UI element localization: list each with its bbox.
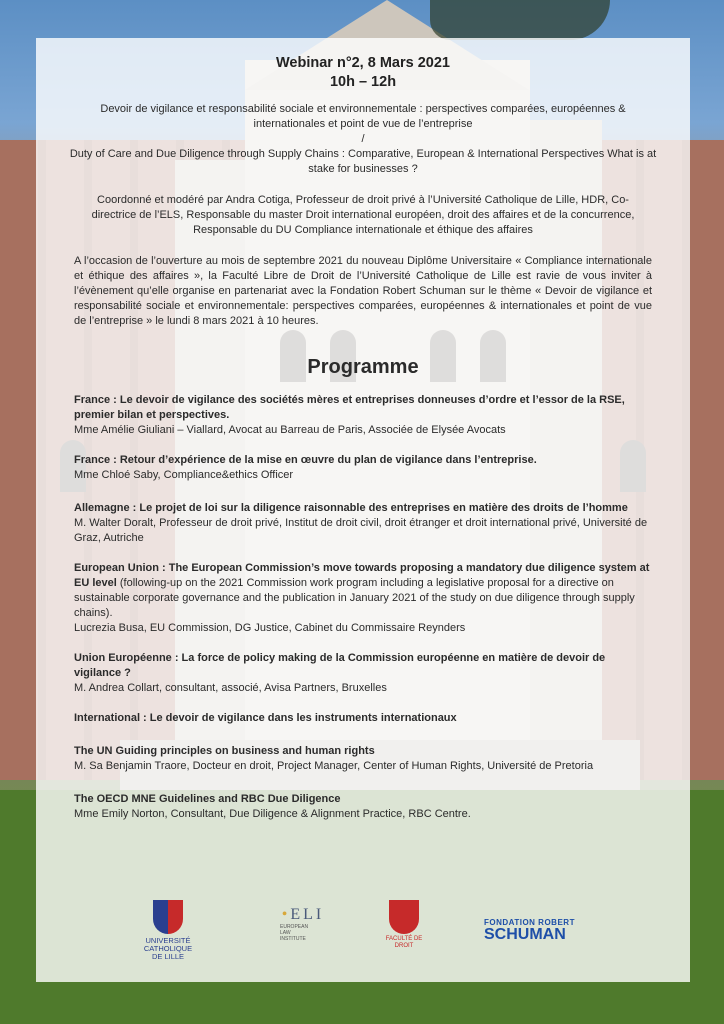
programme-item-heading: European Union : The European Commission’s move towards proposing a mandatory due diligence system at EU level: [74, 562, 650, 589]
ucl-shield-icon: [153, 900, 183, 934]
event-header: [36, 54, 690, 92]
programme-item-speaker: M. Walter Doralt, Professeur de droit privé, Institut de droit civil, droit étranger et droit international privé, Université de Graz, Autriche: [74, 517, 648, 544]
programme-item: [36, 561, 690, 636]
programme-item: [36, 711, 690, 726]
partner-logos: [36, 900, 690, 970]
faculte-droit-logo: [384, 900, 424, 950]
logo-line: EUROPEAN: [280, 924, 309, 930]
frs-line1: FONDATION ROBERT: [484, 918, 575, 927]
programme-item-speaker: Mme Chloé Saby, Compliance&ethics Officer: [74, 469, 294, 481]
ucl-logo-text: [138, 937, 198, 961]
logo-line: INSTITUTE: [280, 936, 306, 942]
eli-mark-text: ELI: [290, 906, 325, 923]
subtitle-en: Duty of Care and Due Diligence through Supply Chains : Comparative, European & International Perspectives What is at stake for businesses ?: [69, 148, 657, 175]
programme-item: [36, 651, 690, 696]
faculte-shield-icon: [389, 900, 419, 934]
programme-item-heading: France : Le devoir de vigilance des sociétés mères et entreprises donneuses d’ordre et l’essor de la RSE, premier bilan et perspectives.: [74, 394, 625, 421]
programme-item-speaker: Lucrezia Busa, EU Commission, DG Justice, Cabinet du Commissaire Reynders: [74, 622, 466, 634]
programme-item-heading: International : Le devoir de vigilance dans les instruments internationaux: [74, 712, 457, 724]
programme-item-extra: (following-up on the 2021 Commission work program including a legislative proposal for a directive on sustainable corporate governance and the publication in January 2021 of the study on due diligence through supply chains).: [74, 577, 635, 619]
programme-item: [36, 792, 690, 822]
eli-logo: [258, 906, 348, 942]
programme-item-text: [74, 561, 652, 621]
faculte-logo-text: [384, 936, 424, 950]
programme-item-speaker: Mme Emily Norton, Consultant, Due Diligence & Alignment Practice, RBC Centre.: [74, 808, 471, 820]
flyer-content: [36, 38, 690, 822]
coordinator-text: Coordonné et modéré par Andra Cotiga, Professeur de droit privé à l’Université Catholique de Lille, HDR, Co-directrice de l’ELS, Responsable du master Droit international européen, droit des affaires et de la concurrence, Responsable du DU Compliance internationale et éthique des affaires: [91, 194, 635, 236]
logo-line: DE LILLE: [151, 952, 185, 961]
frs-line2: SCHUMAN: [484, 926, 566, 943]
eli-mark: •ELI: [281, 906, 325, 923]
programme-item-heading: The OECD MNE Guidelines and RBC Due Diligence: [74, 793, 341, 805]
programme-item-heading: Allemagne : Le projet de loi sur la diligence raisonnable des entreprises en matière des droits de l’homme: [74, 502, 628, 514]
ucl-logo: [138, 900, 198, 961]
programme-item-speaker: M. Sa Benjamin Traore, Docteur en droit, Project Manager, Center of Human Rights, Université de Pretoria: [74, 760, 594, 772]
logo-line: DROIT: [394, 943, 414, 949]
programme-item: [36, 453, 690, 483]
eli-logo-text: [258, 924, 348, 942]
programme-item: [36, 501, 690, 546]
programme-item-heading: France : Retour d’expérience de la mise en œuvre du plan de vigilance dans l’entreprise.: [74, 454, 537, 466]
programme-title: Programme: [307, 356, 419, 378]
subtitle-fr: Devoir de vigilance et responsabilité sociale et environnementale : perspectives comparées, européennes & internationales et point de vue de l’entreprise: [100, 103, 626, 130]
programme-item-speaker: M. Andrea Collart, consultant, associé, Avisa Partners, Bruxelles: [74, 682, 387, 694]
logo-line: FACULTÉ DE: [385, 936, 423, 942]
programme-item-speaker: Mme Amélie Giuliani – Viallard, Avocat au Barreau de Paris, Associée de Elysée Avocats: [74, 424, 506, 436]
webinar-time: 10h – 12h: [329, 74, 397, 90]
webinar-title: Webinar n°2, 8 Mars 2021: [276, 55, 450, 71]
fondation-schuman-logo: [484, 918, 594, 943]
subtitle-separator: /: [361, 133, 365, 145]
logo-line: LAW: [280, 930, 291, 936]
logo-line: UNIVERSITÉ: [145, 936, 191, 945]
programme-item: [36, 744, 690, 774]
programme-item-heading: The UN Guiding principles on business and human rights: [74, 745, 375, 757]
programme-item-heading: Union Européenne : La force de policy making de la Commission européenne en matière de devoir de vigilance ?: [74, 652, 606, 679]
intro-paragraph: A l’occasion de l’ouverture au mois de septembre 2021 du nouveau Diplôme Universitaire « Compliance internationale et éthique des affaires », la Faculté Libre de Droit de l’Université Catholique de Lille est ravie de vous inviter à l’évènement qu’elle organise en partenariat avec la Fondation Robert Schuman sur le thème « Devoir de vigilance et responsabilité sociale et environnementale: perspectives comparées, européennes & internationales et point de vue de l’entreprise » le lundi 8 mars 2021 à 10 heures.: [74, 255, 652, 327]
logo-line: CATHOLIQUE: [143, 944, 193, 953]
programme-item: [36, 393, 690, 438]
tree-branches: [430, 0, 610, 40]
